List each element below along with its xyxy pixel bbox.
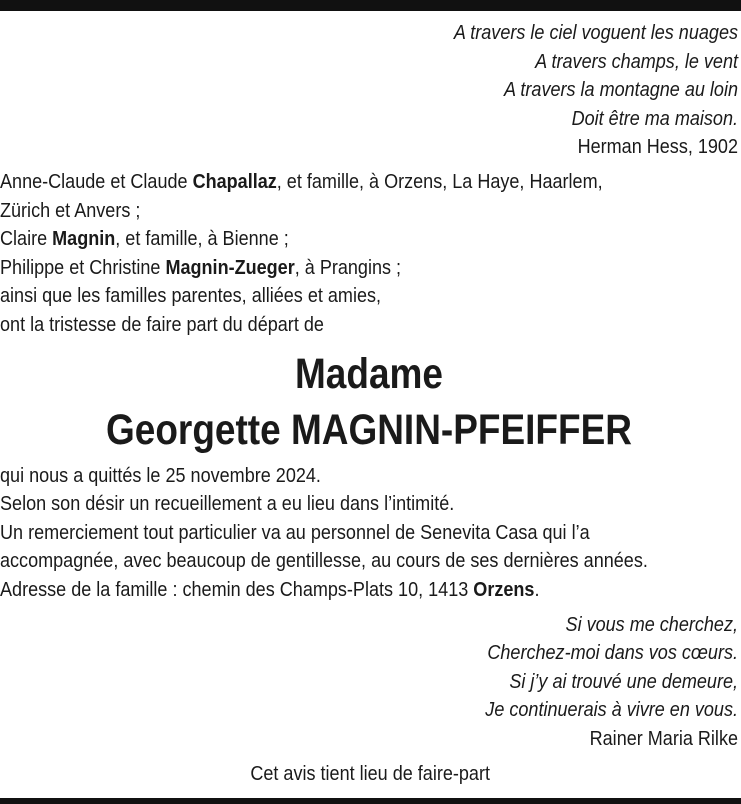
notice-body bbox=[0, 462, 741, 605]
family-text: Claire bbox=[0, 227, 53, 251]
body-line: qui nous a quittés le 25 novembre 2024. bbox=[0, 463, 321, 487]
address-town: Orzens bbox=[473, 577, 535, 601]
obituary-notice bbox=[0, 19, 738, 753]
poem-line: Si j’y ai trouvé une demeure, bbox=[509, 669, 738, 693]
family-line bbox=[0, 225, 737, 254]
family-surname: Magnin bbox=[52, 227, 116, 251]
family-text: , et famille, à Bienne ; bbox=[115, 227, 289, 251]
poem-author: Herman Hess, 1902 bbox=[577, 135, 738, 159]
poem-line: Si vous me cherchez, bbox=[565, 612, 738, 636]
deceased-title: Madame bbox=[294, 349, 443, 398]
top-border-rule bbox=[0, 0, 741, 11]
family-text: Philippe et Christine bbox=[0, 255, 166, 279]
poem-author: Rainer Maria Rilke bbox=[589, 726, 738, 750]
family-text: , et famille, à Orzens, La Haye, Haarlem, bbox=[276, 169, 603, 193]
body-line: accompagnée, avec beaucoup de gentillesse, au cours de ses dernières années. bbox=[0, 549, 648, 573]
family-line: ainsi que les familles parentes, alliées et amies, bbox=[0, 284, 382, 308]
poem-line: Je continuerais à vivre en vous. bbox=[485, 698, 738, 722]
family-line: Zürich et Anvers ; bbox=[0, 198, 141, 222]
poem-line: A travers champs, le vent bbox=[535, 49, 738, 73]
family-surname: Magnin-Zueger bbox=[165, 255, 295, 279]
family-line bbox=[0, 254, 737, 283]
closing-poem bbox=[1, 611, 738, 754]
family-line: ont la tristesse de faire part du départ de bbox=[0, 312, 324, 336]
footer-note-text: Cet avis tient lieu de faire-part bbox=[250, 762, 491, 785]
family-announcement bbox=[0, 168, 737, 340]
bottom-border-rule bbox=[0, 798, 741, 804]
body-line: Un remerciement tout particulier va au personnel de Senevita Casa qui l’a bbox=[0, 520, 590, 544]
family-surname: Chapallaz bbox=[192, 169, 277, 193]
family-line bbox=[0, 168, 737, 197]
body-line: Selon son désir un recueillement a eu lieu dans l’intimité. bbox=[0, 492, 455, 516]
opening-poem bbox=[1, 19, 738, 162]
deceased-name-block bbox=[52, 346, 687, 458]
poem-line: Doit être ma maison. bbox=[571, 106, 738, 130]
deceased-name: Georgette MAGNIN-PFEIFFER bbox=[106, 405, 632, 454]
footer-note bbox=[0, 760, 741, 788]
address-text: Adresse de la famille : chemin des Champs-Plats 10, 1413 bbox=[0, 577, 474, 601]
family-text: , à Prangins ; bbox=[294, 255, 402, 279]
poem-line: Cherchez-moi dans vos cœurs. bbox=[487, 641, 738, 665]
family-address bbox=[0, 576, 741, 605]
family-text: Anne-Claude et Claude bbox=[0, 169, 193, 193]
poem-line: A travers le ciel voguent les nuages bbox=[453, 21, 738, 44]
address-text: . bbox=[534, 577, 540, 601]
poem-line: A travers la montagne au loin bbox=[504, 78, 738, 102]
